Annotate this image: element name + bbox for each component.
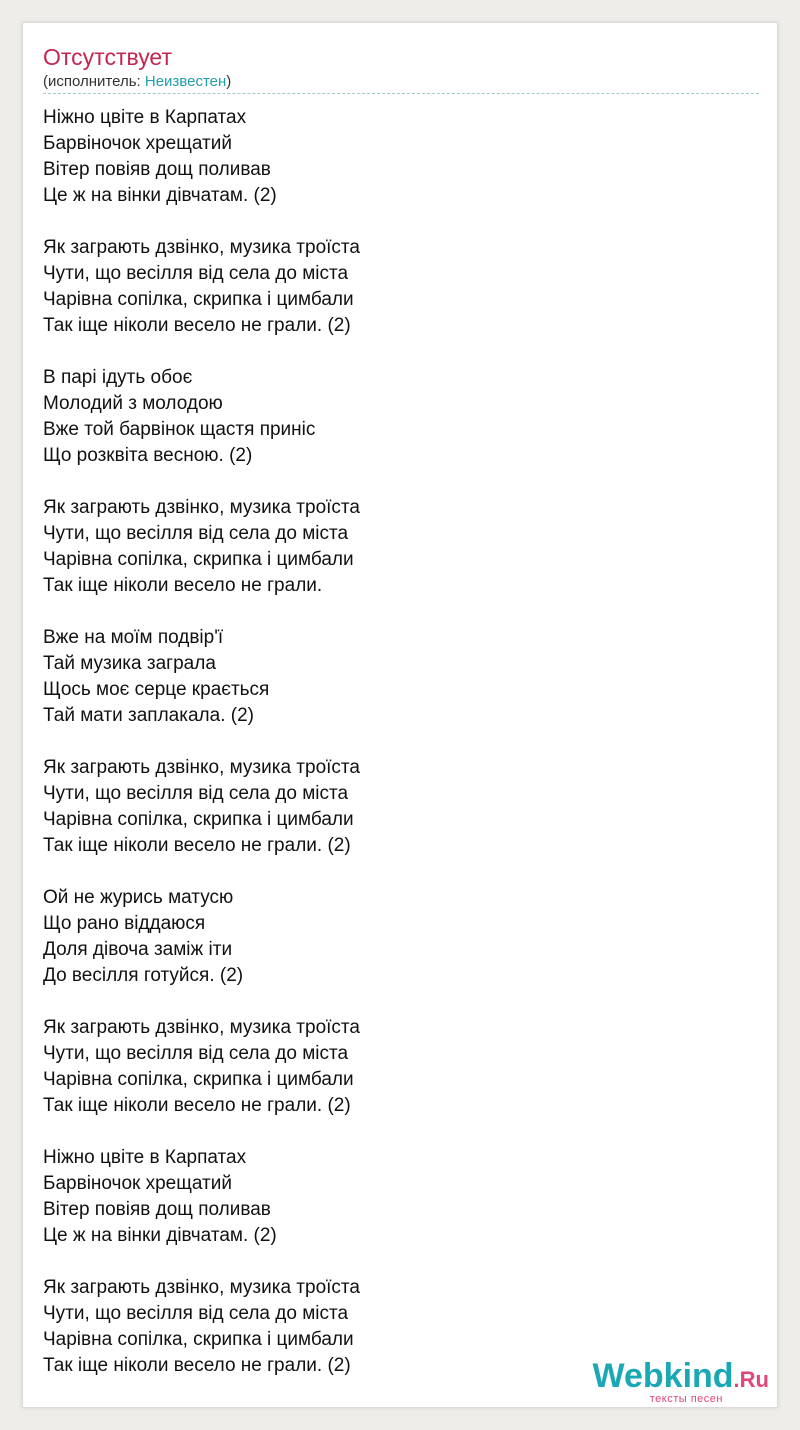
logo-wordmark <box>593 1358 770 1398</box>
lyric-line: Так іще ніколи весело не грали. (2) <box>43 1355 351 1376</box>
lyric-line: Що розквіта весною. (2) <box>43 445 253 466</box>
lyric-line: Барвіночок хрещатий <box>43 133 232 154</box>
lyric-line: Ніжно цвіте в Карпатах <box>43 107 247 128</box>
logo-tagline: тексты песен <box>649 1393 723 1405</box>
lyric-line: Чути, що весілля від села до міста <box>43 523 349 544</box>
lyric-line: Так іще ніколи весело не грали. <box>43 575 323 596</box>
stanza-gap <box>43 1249 743 1275</box>
lyric-line: Вітер повіяв дощ поливав <box>43 1199 271 1220</box>
lyric-line: Вітер повіяв дощ поливав <box>43 159 271 180</box>
stanza-gap <box>43 989 743 1015</box>
lyric-line: Так іще ніколи весело не грали. (2) <box>43 315 351 336</box>
lyric-line: Молодий з молодою <box>43 393 223 414</box>
title-divider <box>43 93 759 94</box>
lyric-line: Це ж на вінки дівчатам. (2) <box>43 185 277 206</box>
song-title: Отсутствует <box>43 44 172 70</box>
lyric-line: Так іще ніколи весело не грали. (2) <box>43 1095 351 1116</box>
lyric-line: Тай музика заграла <box>43 653 216 674</box>
lyric-line: Чарівна сопілка, скрипка і цимбали <box>43 289 354 310</box>
stanza-gap <box>43 339 743 365</box>
lyric-line: Як заграють дзвінко, музика троїста <box>43 757 360 778</box>
stanza-gap <box>43 469 743 495</box>
performer-line <box>43 73 231 91</box>
lyric-line: Як заграють дзвінко, музика троїста <box>43 1277 360 1298</box>
logo-word: Webkind <box>592 1357 734 1395</box>
lyric-line: В парі ідуть обоє <box>43 367 193 388</box>
lyric-line: Як заграють дзвінко, музика троїста <box>43 497 360 518</box>
lyric-line: Чути, що весілля від села до міста <box>43 263 349 284</box>
lyric-line: Вже на моїм подвір'ї <box>43 627 224 648</box>
lyric-line: Барвіночок хрещатий <box>43 1173 232 1194</box>
lyric-line: Чарівна сопілка, скрипка і цимбали <box>43 549 354 570</box>
lyric-line: Так іще ніколи весело не грали. (2) <box>43 835 351 856</box>
logo-tld: .Ru <box>733 1367 769 1392</box>
stanza-gap <box>43 1119 743 1145</box>
lyric-line: Чарівна сопілка, скрипка і цимбали <box>43 809 354 830</box>
lyric-line: Чарівна сопілка, скрипка і цимбали <box>43 1069 354 1090</box>
performer-link[interactable]: Неизвестен <box>144 73 227 90</box>
lyric-line: Щось моє серце крається <box>43 679 270 700</box>
lyric-line: Ніжно цвіте в Карпатах <box>43 1147 247 1168</box>
stanza-gap <box>43 859 743 885</box>
stanza-gap <box>43 599 743 625</box>
lyric-line: Ой не журись матусю <box>43 887 234 908</box>
lyric-line: Як заграють дзвінко, музика троїста <box>43 237 360 258</box>
lyric-line: Чарівна сопілка, скрипка і цимбали <box>43 1329 354 1350</box>
lyric-line: Як заграють дзвінко, музика троїста <box>43 1017 360 1038</box>
stanza-gap <box>43 729 743 755</box>
lyrics-text <box>43 105 743 1379</box>
webkind-logo[interactable] <box>593 1358 770 1405</box>
performer-suffix: ) <box>226 73 232 90</box>
performer-prefix: (исполнитель: <box>43 73 145 90</box>
lyric-line: Чути, що весілля від села до міста <box>43 1303 349 1324</box>
lyric-line: Тай мати заплакала. (2) <box>43 705 254 726</box>
lyric-line: Чути, що весілля від села до міста <box>43 783 349 804</box>
lyric-line: Чути, що весілля від села до міста <box>43 1043 349 1064</box>
lyric-line: Вже той барвінок щастя приніс <box>43 419 316 440</box>
lyric-line: Доля дівоча заміж іти <box>43 939 233 960</box>
stanza-gap <box>43 209 743 235</box>
lyric-line: До весілля готуйся. (2) <box>43 965 244 986</box>
lyric-line: Це ж на вінки дівчатам. (2) <box>43 1225 277 1246</box>
lyric-line: Що рано віддаюся <box>43 913 206 934</box>
lyrics-card <box>22 22 778 1408</box>
